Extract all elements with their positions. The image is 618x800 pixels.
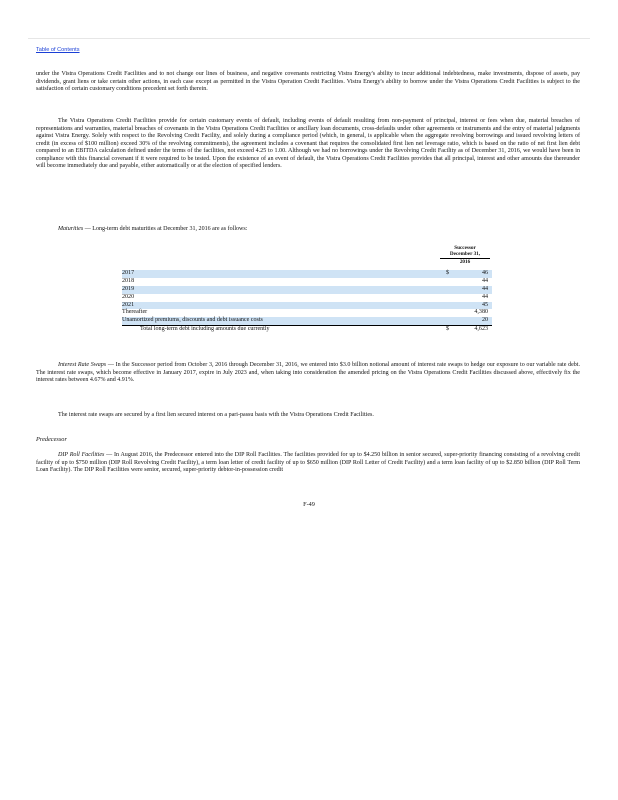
top-divider [28, 38, 590, 39]
table-row [122, 294, 492, 302]
row-value: 20 [481, 317, 488, 324]
row-value: 45 [481, 301, 488, 308]
row-label: Total long-term debt including amounts due currently [140, 326, 270, 333]
maturities-intro [58, 226, 578, 234]
column-header-line-2: December 31, [440, 251, 490, 258]
row-value: 44 [481, 277, 488, 284]
row-dollar: $ [446, 270, 450, 276]
maturities-label: Maturities [58, 226, 84, 232]
paragraph-swap-security: The interest rate swaps are secured by a first lien secured interest on a pari-passu basis with the Vistra Operations Credit Facilities. [58, 412, 374, 418]
row-value: 46 [481, 270, 488, 276]
row-label: 2018 [122, 277, 135, 284]
row-label: Unamortized premiums, discounts and debt issuance costs [122, 317, 263, 324]
row-label: Thereafter [122, 309, 148, 316]
predecessor-heading: Predecessor [36, 436, 67, 443]
row-label: 2019 [122, 285, 135, 292]
row-value: 44 [481, 293, 488, 300]
paragraph-interest-rate-swaps [36, 362, 580, 385]
table-row [122, 302, 492, 310]
table-row [122, 278, 492, 286]
table-row [122, 317, 492, 325]
maturities-table [122, 270, 492, 334]
swaps-text: — In the Successor period from October 3, 2016 through December 31, 2016, we entered into $3.0 billion notional amount of interest rate swaps to hedge our exposure to our variable rate debt. The interest rate swaps, which become effective in January 2017, expire in July 2023 and, when taking into consideration the amended pricing on the Vistra Operations Credit Facilities discussed above, effectively fix the interest rates between 4.67% and 4.91%. [36, 362, 580, 384]
dip-text: — In August 2016, the Predecessor entered into the DIP Roll Facilities. The facilities provided for up to $4.250 billion in senior secured, super-priority financing consisting of a revolving credit facility of up to $750 million (DIP Roll Revolving Credit Facility), a term loan letter of credit facility of up to $650 million (DIP Roll Letter of Credit Facility) and a term loan facility of up to $2.850 billion (DIP Roll Term Loan Facility). The DIP Roll Facilities were senior, secured, super-priority debtor-in-possession credit [36, 452, 580, 474]
row-label: 2017 [122, 270, 135, 276]
table-row [122, 286, 492, 294]
table-row [122, 309, 492, 317]
row-value: 4,623 [474, 326, 488, 333]
row-value: 44 [481, 285, 488, 292]
column-header [440, 245, 490, 265]
maturities-text: — Long-term debt maturities at December 31, 2016 are as follows: [83, 226, 248, 232]
table-row-total [122, 325, 492, 334]
row-dollar: $ [446, 326, 450, 333]
table-row [122, 270, 492, 278]
paragraph-covenants: under the Vistra Operations Credit Facilities and to not change our lines of business, and negative covenants restricting Vistra Energy's ability to incur additional indebtedness, make investments, dispose of assets, pay dividends, grant liens or take certain other actions, in each case except as permitted in the Vistra Operation Credit Facilities. Vistra Energy's ability to borrow under the Vistra Operations Credit Facilities is subject to the satisfaction of certain customary conditions precedent set forth therein. [36, 71, 580, 93]
swaps-label: Interest Rate Swaps [58, 362, 107, 368]
dip-label: DIP Roll Facilities [58, 452, 105, 458]
row-label: 2021 [122, 301, 135, 308]
column-header-line-3: 2016 [459, 258, 471, 265]
page-number: F-49 [303, 501, 315, 508]
paragraph-dip-roll [36, 452, 580, 475]
row-label: 2020 [122, 293, 135, 300]
table-of-contents-link[interactable]: Table of Contents [36, 47, 80, 53]
column-header-line-1: Successor [454, 245, 476, 251]
row-value: 4,380 [474, 309, 488, 316]
paragraph-events-of-default: The Vistra Operations Credit Facilities provide for certain customary events of default, including events of default resulting from non-payment of principal, interest or fees when due, material breaches of representations and warranties, material breaches of covenants in the Vistra Operations Credit Facilities or ancillary loan documents, cross-defaults under other agreements or instruments and the entry of material judgments against Vistra Energy. Solely with respect to the Revolving Credit Facility, and solely during a compliance period (which, in general, is applicable when the aggregate revolving borrowings and issued revolving letters of credit (in excess of $100 million) exceed 30% of the revolving commitments), the agreement includes a covenant that requires the consolidated first lien net leverage ratio, which is based on the ratio of net first lien debt compared to an EBITDA calculation defined under the terms of the facilities, not exceed 4.25 to 1.00. Although we had no borrowings under the Revolving Credit Facility as of December 31, 2016, we would have been in compliance with this financial covenant if it were required to be tested. Upon the existence of an event of default, the Vistra Operations Credit Facilities provides that all principal, interest and other amounts due thereunder will become immediately due and payable, either automatically or at the election of specified lenders. [36, 118, 580, 170]
